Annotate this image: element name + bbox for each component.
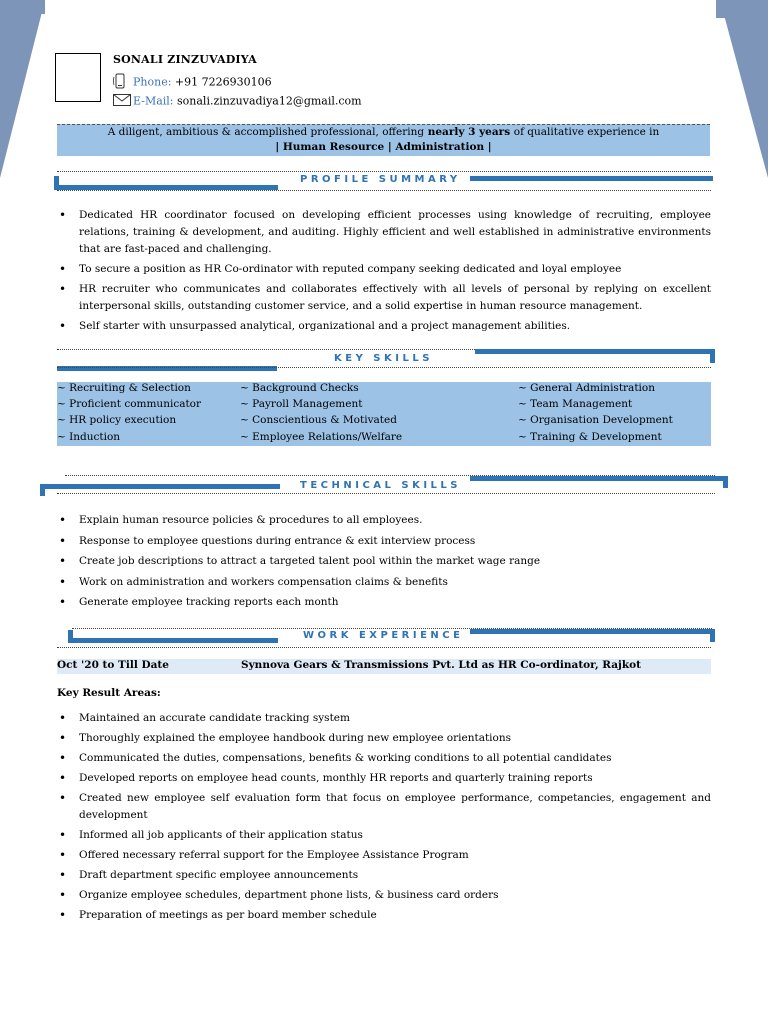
list-item: • Communicated the duties, compensations, benefits & working conditions to all potential candidates — [57, 750, 711, 767]
section-divider — [57, 647, 711, 648]
email-line — [113, 94, 362, 109]
skill-item: ~ Background Checks — [240, 382, 359, 394]
list-item: • Informed all job applicants of their application status — [57, 827, 711, 844]
key-result-areas-label: Key Result Areas: — [57, 687, 161, 699]
section-divider — [57, 367, 711, 368]
job-period: Oct '20 to Till Date — [57, 659, 169, 671]
section-divider — [57, 493, 715, 494]
section-bar-right — [470, 176, 713, 181]
corner-decoration-left — [0, 0, 45, 178]
envelope-icon — [113, 94, 129, 109]
list-item: • To secure a position as HR Co-ordinator with reputed company seeking dedicated and loyal employee — [57, 261, 711, 278]
list-item: • Preparation of meetings as per board member schedule — [57, 907, 711, 924]
job-company: Synnova Gears & Transmissions Pvt. Ltd as HR Co-ordinator, Rajkot — [241, 659, 641, 671]
skill-item: ~ Team Management — [518, 398, 633, 410]
key-skills-heading: KEY SKILLS — [334, 353, 433, 364]
section-bar-left — [40, 484, 280, 489]
skill-item: ~ HR policy execution — [57, 414, 177, 426]
skill-item: ~ Induction — [57, 431, 121, 443]
summary-line1-pre: A diligent, ambitious & accomplished professional, offering — [107, 126, 425, 138]
skill-item: ~ General Administration — [518, 382, 655, 394]
summary-line1-post: of qualitative experience in — [513, 126, 660, 138]
phone-line — [113, 73, 272, 92]
candidate-name: SONALI ZINZUVADIYA — [113, 53, 257, 66]
list-item: • Thoroughly explained the employee handbook during new employee orientations — [57, 730, 711, 747]
list-item: • HR recruiter who communicates and collaborates effectively with all levels of personal by replying on excellent interpersonal skills, outstanding customer service, and a solid expertise in human resource management. — [57, 281, 711, 315]
list-item: • Explain human resource policies & procedures to all employees. — [57, 512, 711, 530]
list-item: • Created new employee self evaluation form that focus on employee performance, competancies, engagement and development — [57, 790, 711, 824]
list-item: • Response to employee questions during entrance & exit interview process — [57, 533, 711, 551]
technical-skills-heading: TECHNICAL SKILLS — [300, 480, 461, 491]
key-skills-grid — [57, 382, 711, 446]
section-divider — [57, 190, 711, 191]
list-item: • Create job descriptions to attract a targeted talent pool within the market wage range — [57, 553, 711, 571]
corner-decoration-right-top — [716, 0, 768, 18]
skill-item: ~ Recruiting & Selection — [57, 382, 191, 394]
photo-placeholder — [55, 53, 101, 102]
skill-item: ~ Payroll Management — [240, 398, 363, 410]
work-experience-list — [57, 710, 711, 927]
section-bar-right — [710, 629, 715, 642]
summary-line2: | Human Resource | Administration | — [275, 141, 492, 153]
profile-summary-heading: PROFILE SUMMARY — [300, 174, 461, 185]
skill-item: ~ Training & Development — [518, 431, 662, 443]
profile-summary-list — [57, 207, 711, 338]
phone-number[interactable]: +91 7226930106 — [174, 75, 272, 89]
skill-item: ~ Conscientious & Motivated — [240, 414, 397, 426]
phone-label: Phone: — [133, 75, 172, 89]
section-bar-right — [475, 349, 715, 354]
email-address[interactable]: sonali.zinzuvadiya12@gmail.com — [177, 94, 362, 108]
list-item: • Dedicated HR coordinator focused on developing efficient processes using knowledge of recruiting, employee relations, training & development, and auditing. Highly efficient and well established in administrative environments that are fast-paced and challenging. — [57, 207, 711, 258]
email-label: E-Mail: — [133, 94, 174, 108]
list-item: • Generate employee tracking reports each month — [57, 594, 711, 612]
list-item: • Self starter with unsurpassed analytical, organizational and a project management abilities. — [57, 318, 711, 335]
skill-item: ~ Organisation Development — [518, 414, 673, 426]
summary-line1-bold: nearly 3 years — [424, 126, 514, 138]
skill-item: ~ Employee Relations/Welfare — [240, 431, 403, 443]
list-item: • Work on administration and workers compensation claims & benefits — [57, 574, 711, 592]
list-item: • Developed reports on employee head counts, monthly HR reports and quarterly training reports — [57, 770, 711, 787]
summary-banner — [57, 124, 710, 156]
list-item: • Organize employee schedules, department phone lists, & business card orders — [57, 887, 711, 904]
job-header — [57, 659, 711, 674]
list-item: • Offered necessary referral support for the Employee Assistance Program — [57, 847, 711, 864]
corner-decoration-left-top — [0, 0, 45, 14]
section-bar-right — [710, 349, 715, 363]
technical-skills-list — [57, 512, 711, 615]
skill-item: ~ Proficient communicator — [57, 398, 202, 410]
corner-decoration-right — [720, 0, 768, 178]
phone-icon — [113, 73, 129, 92]
section-bar-right — [470, 476, 728, 481]
list-item: • Maintained an accurate candidate tracking system — [57, 710, 711, 727]
work-experience-heading: WORK EXPERIENCE — [303, 630, 464, 641]
section-bar-right — [723, 476, 728, 488]
list-item: • Draft department specific employee announcements — [57, 867, 711, 884]
section-bar-left — [68, 638, 278, 643]
section-bar-right — [470, 629, 715, 634]
section-divider — [57, 171, 711, 172]
